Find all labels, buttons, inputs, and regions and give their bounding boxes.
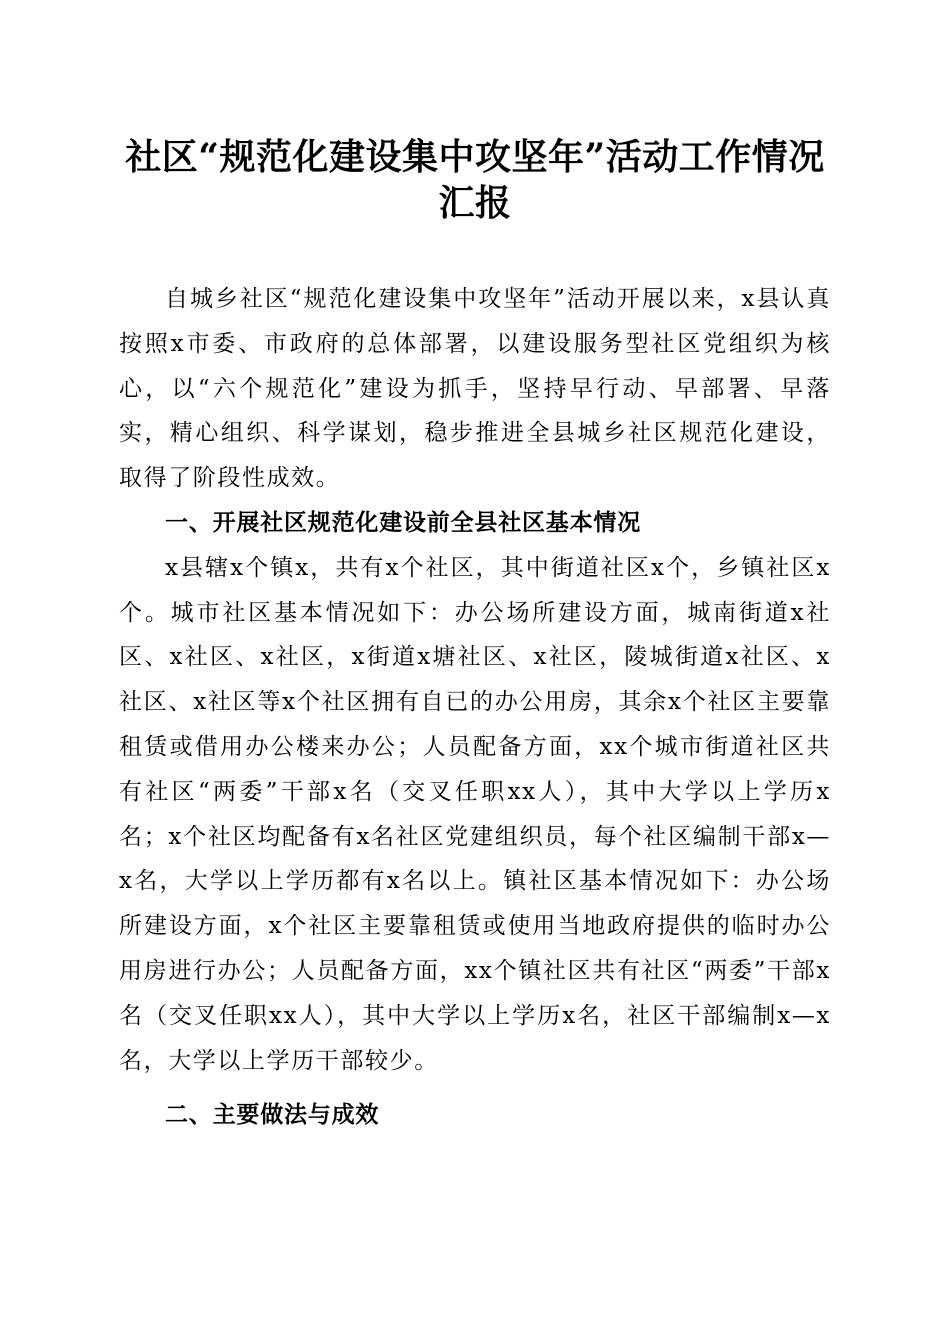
document-title: 社区“规范化建设集中攻坚年”活动工作情况汇报 (125, 136, 825, 224)
section-2-heading: 二、主要做法与成效 (165, 1102, 380, 1129)
section-1-heading: 一、开展社区规范化建设前全县社区基本情况 (165, 509, 641, 536)
section-1-paragraph: x县辖x个镇x，共有x个社区，其中街道社区x个，乡镇社区x个。城市社区基本情况如下：办公场所建设方面，城南街道x社区、x社区、x社区，x街道x塘社区、x社区，陵城街道x社区、x社区、x社区等x个社区拥有自已的办公用房，其余x个社区主要靠租赁或借用办公楼来办公；人员配备方面，xx个城市街道社区共有社区“两委”干部x名（交叉任职xx人），其中大学以上学历x名；x个社区均配备有x名社区党建组织员，每个社区编制干部x—x名，大学以上学历都有x名以上。镇社区基本情况如下：办公场所建设方面，x个社区主要靠租赁或使用当地政府提供的临时办公用房进行办公；人员配备方面，xx个镇社区共有社区“两委”干部x名（交叉任职xx人），其中大学以上学历x名，社区干部编制x—x名，大学以上学历干部较少。 (119, 554, 831, 1074)
document-body (119, 277, 831, 1138)
intro-paragraph: 自城乡社区“规范化建设集中攻坚年”活动开展以来，x县认真按照x市委、市政府的总体部署，以建设服务型社区党组织为核心，以“六个规范化”建设为抓手，坚持早行动、早部署、早落实，精心组织、科学谋划，稳步推进全县城乡社区规范化建设，取得了阶段性成效。 (119, 286, 831, 492)
